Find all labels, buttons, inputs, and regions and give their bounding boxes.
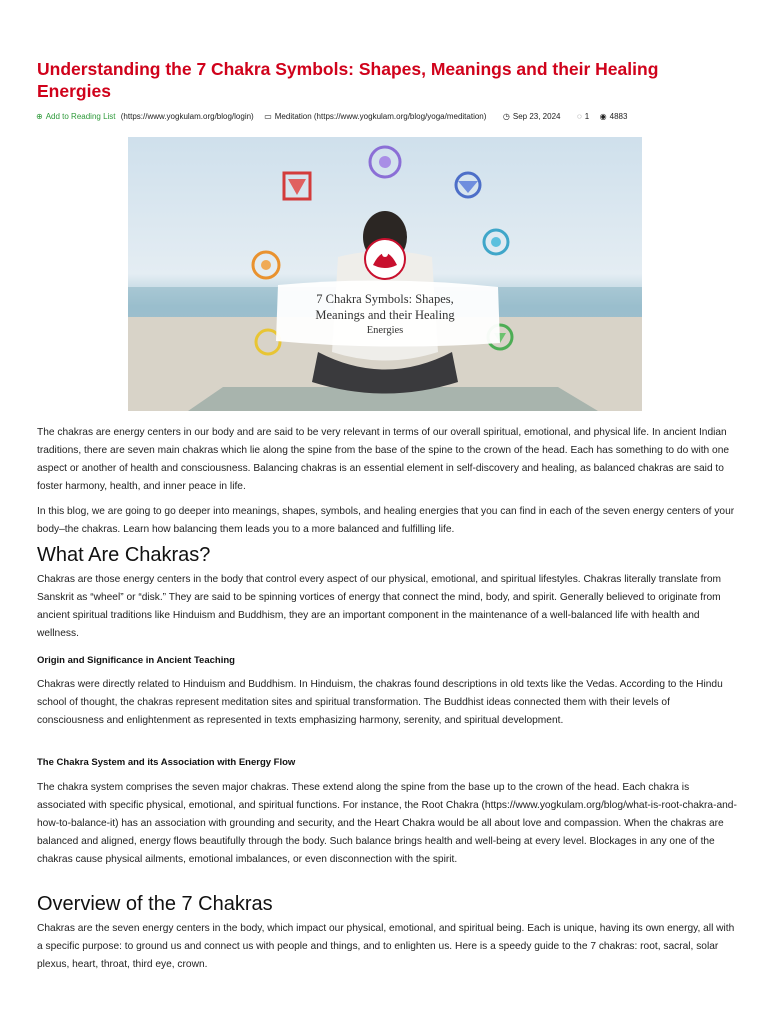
comment-icon[interactable]: ◌	[576, 112, 582, 121]
section-heading-overview: Overview of the 7 Chakras	[37, 893, 273, 915]
hero-caption-line3: Energies	[366, 325, 404, 336]
view-count: 4883	[609, 112, 628, 121]
clock-icon: ◷	[502, 112, 510, 121]
post-date: Sep 23, 2024	[512, 112, 561, 121]
section-heading-what-are-chakras: What Are Chakras?	[37, 544, 211, 566]
article-meta	[36, 111, 756, 123]
hero-caption-line1: 7 Chakra Symbols: Shapes,	[316, 292, 454, 306]
add-to-reading-list-link[interactable]: Add to Reading List	[45, 112, 116, 121]
subheading-origin: Origin and Significance in Ancient Teaching	[37, 655, 235, 666]
intro-paragraph-2: In this blog, we are going to go deeper into meanings, shapes, symbols, and healing energies that you can find in each of the seven energy centers of your body–the chakras. Learn how balancing them leads you to a more balanced and fulfilling life.	[37, 506, 735, 535]
plus-circle-icon[interactable]: ⊕	[36, 112, 43, 121]
overview-paragraph: Chakras are the seven energy centers in the body, which impact our physical, emotional, and spiritual being. Each is unique, having its own energy, all with a specific purpose: to ground us and connect us with people and things, and to enlighten us. Here is a speedy guide to the 7 chakras: root, sacral, solar plexus, heart, throat, third eye, crown.	[37, 923, 735, 970]
hero-illustration	[128, 137, 642, 411]
subheading-chakra-system: The Chakra System and its Association with Energy Flow	[37, 757, 296, 768]
eye-icon: ◉	[599, 112, 607, 121]
comment-count[interactable]: 1	[584, 112, 590, 121]
chakra-system-paragraph: The chakra system comprises the seven major chakras. These extend along the spine from the base up to the crown of the head. Each chakra is associated with specific physical, emotional, and spiritual functions. For instance, the Root Chakra (https://www.yogkulam.org/blog/what-is-root-chakra-and-how-to-balance-it) has an association with grounding and security, and the Heart Chakra would be all about love and compassion. When the chakras are balanced and aligned, energy flows beautifully through the body. Such balance brings health and well-being at every level. Blockages in any one of the chakras cause physical ailments, emotional imbalances, or even disconnection with the spirit.	[37, 782, 737, 865]
hero-caption-line2: Meanings and their Healing	[315, 308, 455, 322]
intro-paragraph-1: The chakras are energy centers in our body and are said to be very relevant in terms of our overall spiritual, emotional, and physical life. In ancient Indian traditions, there are seven main chakras which lie along the spine from the base of the spine to the crown of the head. Each has something to do with one aspect or another of health and consciousness. Balancing chakras is an essential element in self-discovery and healing, as balanced chakras are said to foster harmony, health, and inner peace in life.	[37, 427, 730, 492]
hero-image	[128, 137, 642, 411]
lotus-logo-icon	[365, 239, 405, 279]
article-title: Understanding the 7 Chakra Symbols: Shapes, Meanings and their Healing Energies	[37, 59, 659, 101]
section1-paragraph: Chakras are those energy centers in the body that control every aspect of our physical, emotional, and spiritual lifestyles. Chakras literally translate from Sanskrit as “wheel” or “disk.” They are said to be spinning vortices of energy that connect the mind, body, and spirit. Generally believed to originate from ancient spiritual traditions like Hinduism and Buddhism, they are an important component in the maintenance of a well-balanced life with health and wellness.	[37, 574, 722, 639]
origin-paragraph: Chakras were directly related to Hinduism and Buddhism. In Hinduism, the chakras found descriptions in old texts like the Vedas. According to the Hindu school of thought, the chakras represent meditation sites and spiritual transformation. The Buddhist ideas connected them with their levels of consciousness and enlightenment as represented in texts emphasizing harmony, serenity, and spiritual development.	[37, 679, 723, 726]
folder-icon: ▭	[264, 112, 272, 121]
category-link[interactable]: Meditation (https://www.yogkulam.org/blog/yoga/meditation)	[274, 112, 487, 121]
reading-list-url[interactable]: (https://www.yogkulam.org/blog/login)	[120, 112, 254, 121]
